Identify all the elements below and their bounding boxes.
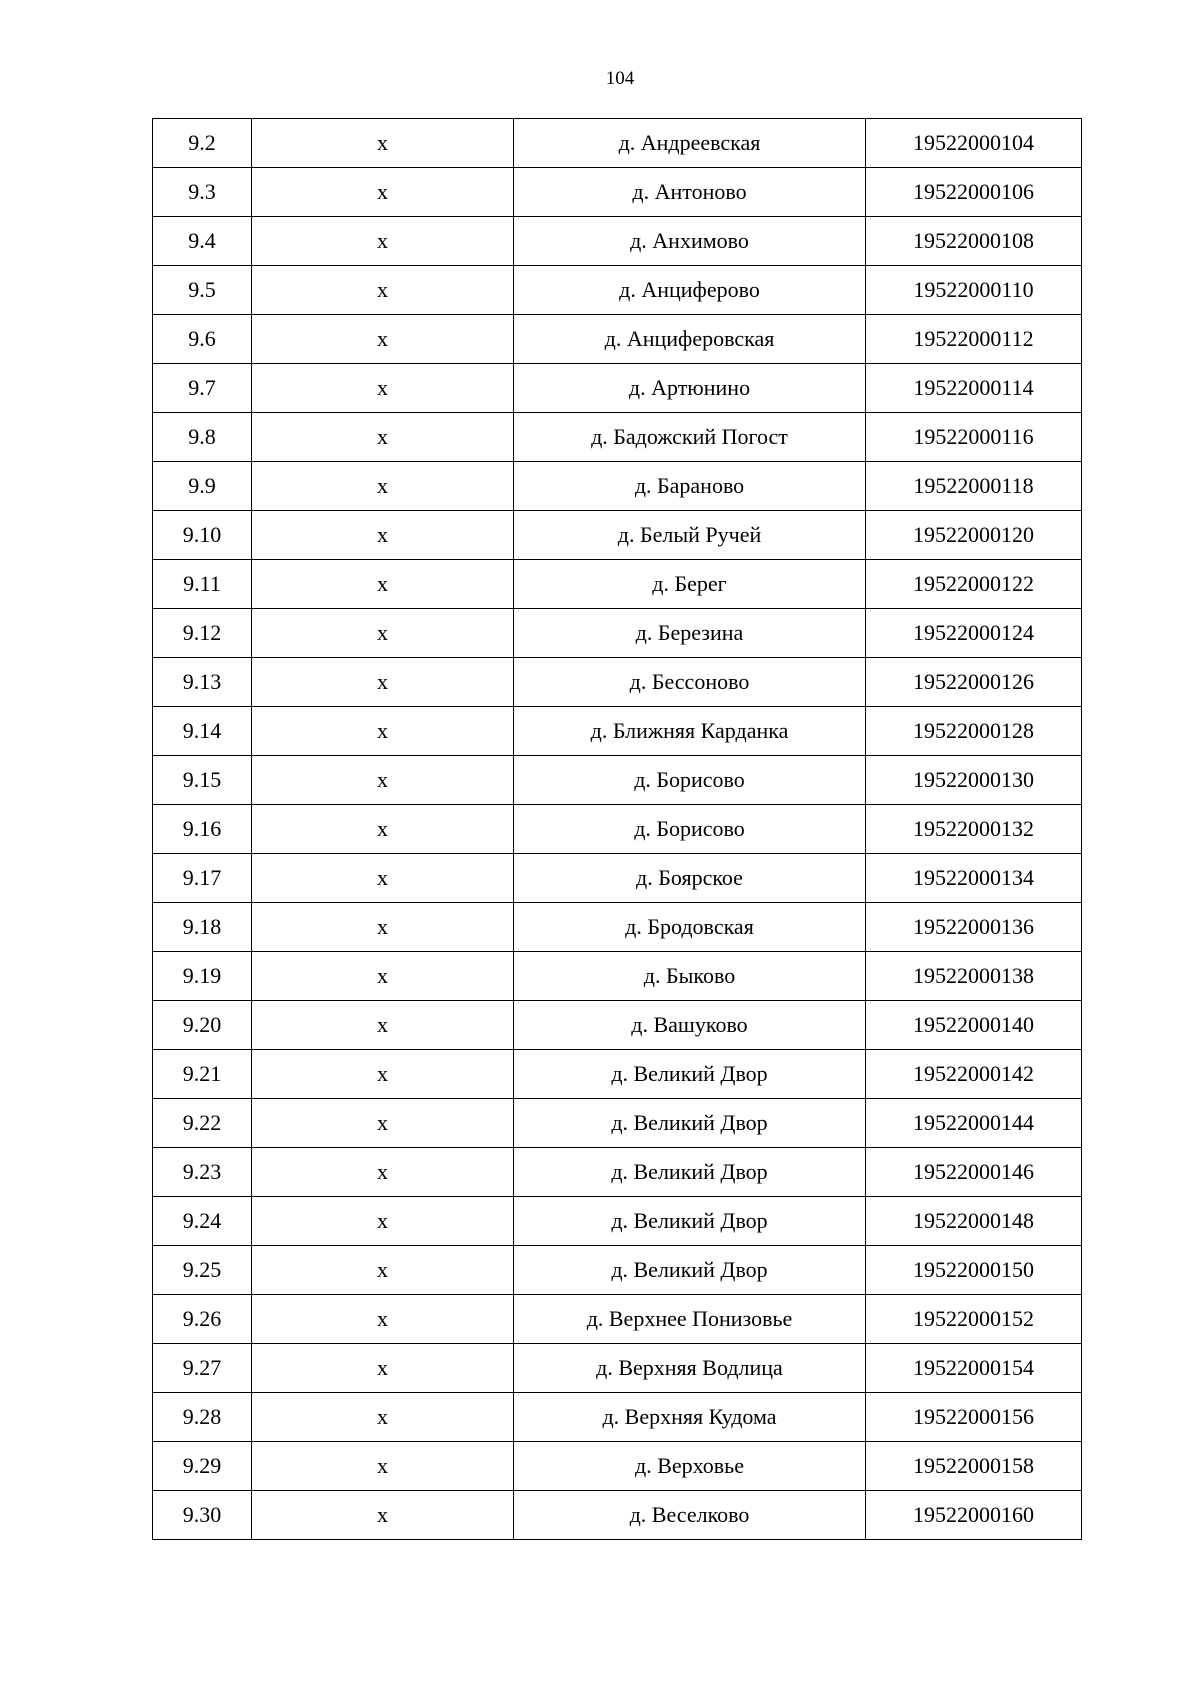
settlement-name-cell: д. Борисово (514, 805, 866, 854)
settlements-table (152, 118, 1082, 1540)
mark-cell: x (252, 707, 514, 756)
table-row (153, 511, 1082, 560)
row-number-cell: 9.24 (153, 1197, 252, 1246)
table-row (153, 1148, 1082, 1197)
row-number-cell: 9.18 (153, 903, 252, 952)
mark-cell: x (252, 413, 514, 462)
row-number-cell: 9.19 (153, 952, 252, 1001)
mark-cell: x (252, 1050, 514, 1099)
settlement-name-cell: д. Великий Двор (514, 1197, 866, 1246)
table-row (153, 1295, 1082, 1344)
oktmo-code-cell: 19522000124 (866, 609, 1082, 658)
table-row (153, 1050, 1082, 1099)
oktmo-code-cell: 19522000104 (866, 119, 1082, 168)
oktmo-code-cell: 19522000128 (866, 707, 1082, 756)
settlement-name-cell: д. Борисово (514, 756, 866, 805)
table-row (153, 903, 1082, 952)
table-row (153, 1344, 1082, 1393)
table-row (153, 1491, 1082, 1540)
row-number-cell: 9.15 (153, 756, 252, 805)
oktmo-code-cell: 19522000126 (866, 658, 1082, 707)
mark-cell: x (252, 511, 514, 560)
table-row (153, 266, 1082, 315)
settlement-name-cell: д. Анциферовская (514, 315, 866, 364)
oktmo-code-cell: 19522000106 (866, 168, 1082, 217)
settlement-name-cell: д. Андреевская (514, 119, 866, 168)
row-number-cell: 9.27 (153, 1344, 252, 1393)
settlement-name-cell: д. Бараново (514, 462, 866, 511)
table-row (153, 1246, 1082, 1295)
mark-cell: x (252, 1393, 514, 1442)
row-number-cell: 9.13 (153, 658, 252, 707)
oktmo-code-cell: 19522000146 (866, 1148, 1082, 1197)
table-row (153, 756, 1082, 805)
row-number-cell: 9.29 (153, 1442, 252, 1491)
settlement-name-cell: д. Антоново (514, 168, 866, 217)
mark-cell: x (252, 168, 514, 217)
settlement-name-cell: д. Великий Двор (514, 1246, 866, 1295)
row-number-cell: 9.17 (153, 854, 252, 903)
mark-cell: x (252, 1442, 514, 1491)
oktmo-code-cell: 19522000158 (866, 1442, 1082, 1491)
row-number-cell: 9.28 (153, 1393, 252, 1442)
mark-cell: x (252, 266, 514, 315)
row-number-cell: 9.21 (153, 1050, 252, 1099)
oktmo-code-cell: 19522000116 (866, 413, 1082, 462)
oktmo-code-cell: 19522000142 (866, 1050, 1082, 1099)
mark-cell: x (252, 805, 514, 854)
settlement-name-cell: д. Анхимово (514, 217, 866, 266)
settlement-name-cell: д. Бродовская (514, 903, 866, 952)
row-number-cell: 9.2 (153, 119, 252, 168)
settlement-name-cell: д. Верхняя Водлица (514, 1344, 866, 1393)
mark-cell: x (252, 903, 514, 952)
table-row (153, 1197, 1082, 1246)
table-row (153, 658, 1082, 707)
mark-cell: x (252, 1295, 514, 1344)
mark-cell: x (252, 854, 514, 903)
table-row (153, 707, 1082, 756)
oktmo-code-cell: 19522000114 (866, 364, 1082, 413)
settlement-name-cell: д. Бессоново (514, 658, 866, 707)
table-row (153, 217, 1082, 266)
settlement-name-cell: д. Берег (514, 560, 866, 609)
row-number-cell: 9.14 (153, 707, 252, 756)
row-number-cell: 9.22 (153, 1099, 252, 1148)
row-number-cell: 9.7 (153, 364, 252, 413)
table-row (153, 805, 1082, 854)
row-number-cell: 9.16 (153, 805, 252, 854)
row-number-cell: 9.20 (153, 1001, 252, 1050)
mark-cell: x (252, 1001, 514, 1050)
row-number-cell: 9.30 (153, 1491, 252, 1540)
table-row (153, 364, 1082, 413)
row-number-cell: 9.25 (153, 1246, 252, 1295)
mark-cell: x (252, 1344, 514, 1393)
oktmo-code-cell: 19522000156 (866, 1393, 1082, 1442)
row-number-cell: 9.23 (153, 1148, 252, 1197)
settlement-name-cell: д. Верхняя Кудома (514, 1393, 866, 1442)
oktmo-code-cell: 19522000118 (866, 462, 1082, 511)
table-body (153, 119, 1082, 1540)
oktmo-code-cell: 19522000122 (866, 560, 1082, 609)
table-row (153, 609, 1082, 658)
mark-cell: x (252, 756, 514, 805)
table-row (153, 952, 1082, 1001)
oktmo-code-cell: 19522000144 (866, 1099, 1082, 1148)
mark-cell: x (252, 1197, 514, 1246)
mark-cell: x (252, 658, 514, 707)
row-number-cell: 9.10 (153, 511, 252, 560)
mark-cell: x (252, 1099, 514, 1148)
settlement-name-cell: д. Верхнее Понизовье (514, 1295, 866, 1344)
table-row (153, 413, 1082, 462)
mark-cell: x (252, 462, 514, 511)
mark-cell: x (252, 952, 514, 1001)
oktmo-code-cell: 19522000130 (866, 756, 1082, 805)
oktmo-code-cell: 19522000138 (866, 952, 1082, 1001)
oktmo-code-cell: 19522000112 (866, 315, 1082, 364)
row-number-cell: 9.11 (153, 560, 252, 609)
mark-cell: x (252, 1491, 514, 1540)
row-number-cell: 9.12 (153, 609, 252, 658)
mark-cell: x (252, 217, 514, 266)
mark-cell: x (252, 315, 514, 364)
settlement-name-cell: д. Веселково (514, 1491, 866, 1540)
settlement-name-cell: д. Вашуково (514, 1001, 866, 1050)
oktmo-code-cell: 19522000140 (866, 1001, 1082, 1050)
oktmo-code-cell: 19522000134 (866, 854, 1082, 903)
table-row (153, 854, 1082, 903)
mark-cell: x (252, 609, 514, 658)
settlement-name-cell: д. Боярское (514, 854, 866, 903)
settlement-name-cell: д. Белый Ручей (514, 511, 866, 560)
row-number-cell: 9.5 (153, 266, 252, 315)
oktmo-code-cell: 19522000148 (866, 1197, 1082, 1246)
settlement-name-cell: д. Верховье (514, 1442, 866, 1491)
mark-cell: x (252, 119, 514, 168)
mark-cell: x (252, 364, 514, 413)
settlement-name-cell: д. Великий Двор (514, 1148, 866, 1197)
oktmo-code-cell: 19522000110 (866, 266, 1082, 315)
table-row (153, 168, 1082, 217)
table-row (153, 1001, 1082, 1050)
row-number-cell: 9.9 (153, 462, 252, 511)
oktmo-code-cell: 19522000120 (866, 511, 1082, 560)
oktmo-code-cell: 19522000154 (866, 1344, 1082, 1393)
row-number-cell: 9.3 (153, 168, 252, 217)
settlement-name-cell: д. Артюнино (514, 364, 866, 413)
settlement-name-cell: д. Анциферово (514, 266, 866, 315)
page-number: 104 (605, 68, 635, 89)
row-number-cell: 9.4 (153, 217, 252, 266)
row-number-cell: 9.26 (153, 1295, 252, 1344)
settlement-name-cell: д. Ближняя Карданка (514, 707, 866, 756)
oktmo-code-cell: 19522000150 (866, 1246, 1082, 1295)
table-row (153, 1393, 1082, 1442)
settlement-name-cell: д. Быково (514, 952, 866, 1001)
row-number-cell: 9.8 (153, 413, 252, 462)
settlement-name-cell: д. Бадожский Погост (514, 413, 866, 462)
mark-cell: x (252, 1148, 514, 1197)
oktmo-code-cell: 19522000152 (866, 1295, 1082, 1344)
oktmo-code-cell: 19522000132 (866, 805, 1082, 854)
mark-cell: x (252, 1246, 514, 1295)
settlement-name-cell: д. Великий Двор (514, 1099, 866, 1148)
table-row (153, 1442, 1082, 1491)
table-row (153, 119, 1082, 168)
table-row (153, 1099, 1082, 1148)
oktmo-code-cell: 19522000136 (866, 903, 1082, 952)
table-row (153, 462, 1082, 511)
table-row (153, 560, 1082, 609)
oktmo-code-cell: 19522000160 (866, 1491, 1082, 1540)
oktmo-code-cell: 19522000108 (866, 217, 1082, 266)
table-row (153, 315, 1082, 364)
mark-cell: x (252, 560, 514, 609)
settlement-name-cell: д. Березина (514, 609, 866, 658)
settlement-name-cell: д. Великий Двор (514, 1050, 866, 1099)
row-number-cell: 9.6 (153, 315, 252, 364)
